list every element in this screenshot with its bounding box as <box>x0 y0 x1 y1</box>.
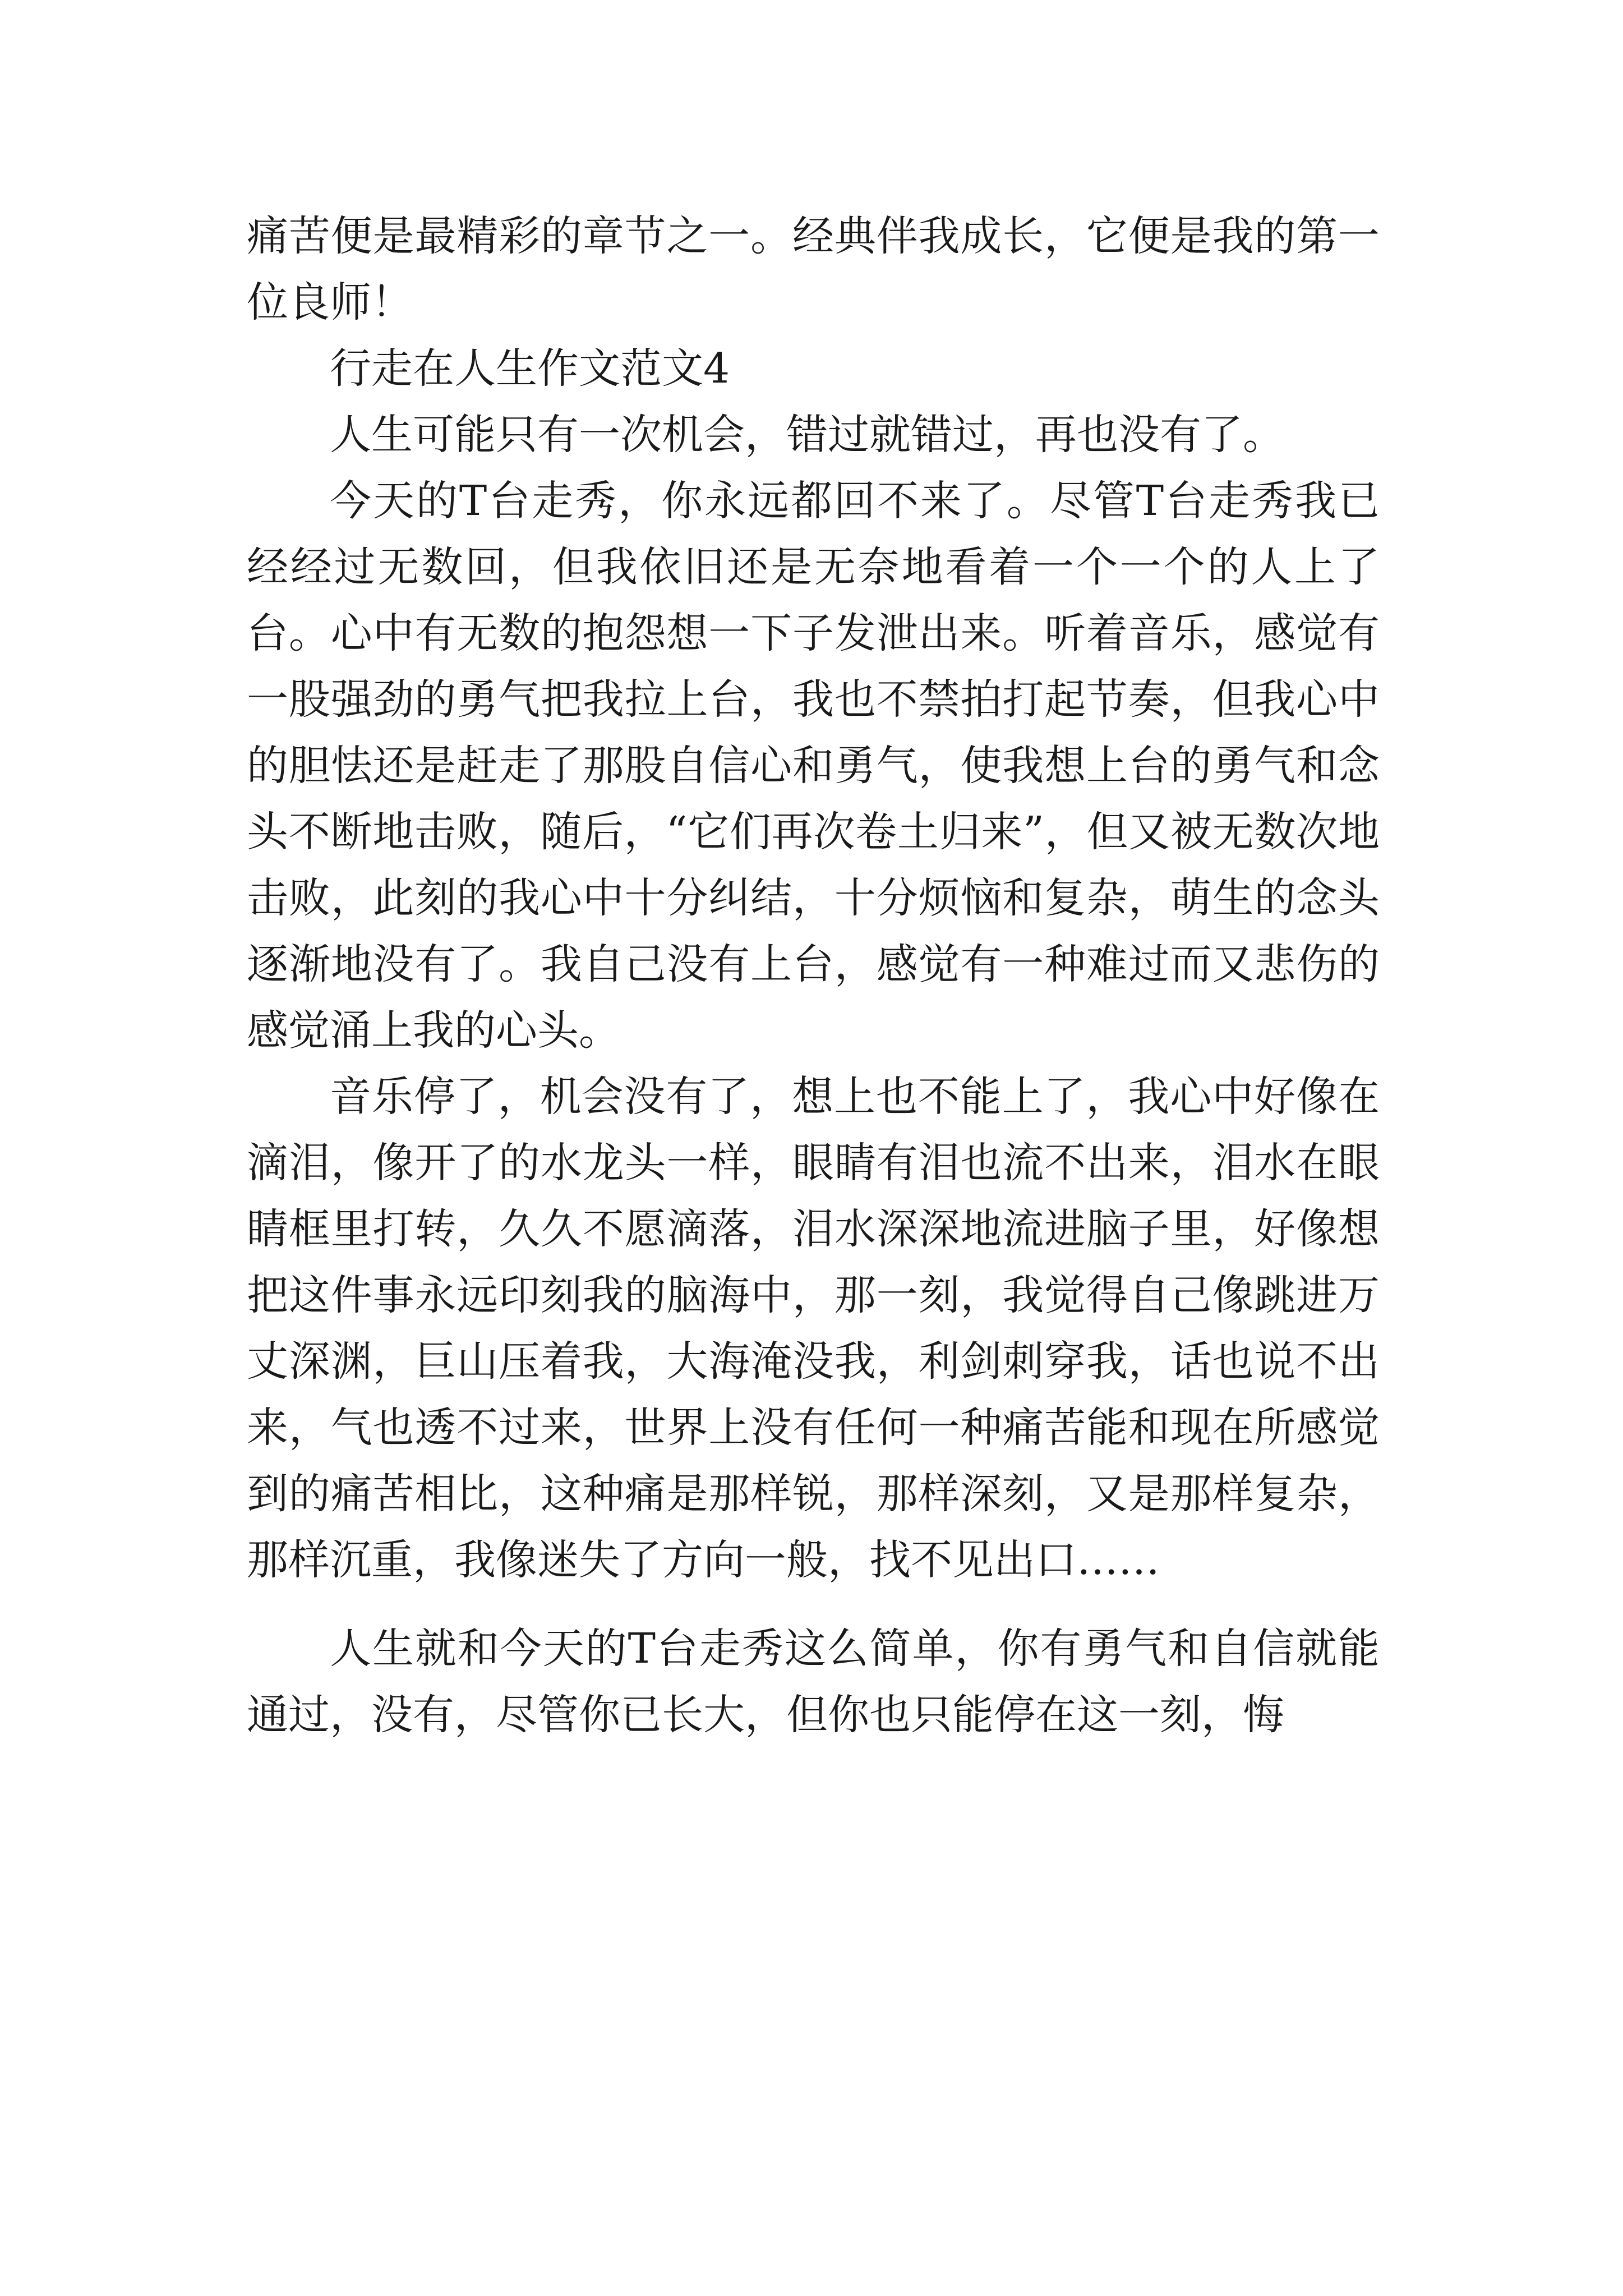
paragraph-runway: 今天的T台走秀，你永远都回不来了。尽管T台走秀我已经经过无数回，但我依旧还是无奈地看着一个一个的人上了台。心中有无数的抱怨想一下子发泄出来。听着音乐，感觉有一股强劲的勇气把我拉上台，我也不禁拍打起节奏，但我心中的胆怯还是赶走了那股自信心和勇气，使我想上台的勇气和念头不断地击败，随后，“它们再次卷土归来”，但又被无数次地击败，此刻的我心中十分纠结，十分烦恼和复杂，萌生的念头逐渐地没有了。我自己没有上台，感觉有一种难过而又悲伤的感觉涌上我的心头。 <box>247 477 1380 1055</box>
paragraph-music: 音乐停了，机会没有了，想上也不能上了，我心中好像在滴泪，像开了的水龙头一样，眼睛有泪也流不出来，泪水在眼睛框里打转，久久不愿滴落，泪水深深地流进脑子里，好像想把这件事永远印刻我的脑海中，那一刻，我觉得自己像跳进万丈深渊，巨山压着我，大海淹没我，利剑刺穿我，话也说不出来，气也透不过来，世界上没有任何一种痛苦能和现在所感觉到的痛苦相比，这种痛是那样锐，那样深刻，又是那样复杂，那样沉重，我像迷失了方向一般，找不见出口…… <box>247 1073 1380 1584</box>
paragraph-opening: 人生可能只有一次机会，错过就错过，再也没有了。 <box>330 411 1284 459</box>
paragraph-closing: 痛苦便是最精彩的章节之一。经典伴我成长，它便是我的第一位良师！ <box>247 212 1380 326</box>
essay-heading: 行走在人生作文范文4 <box>330 344 730 393</box>
document-body <box>247 203 1380 1748</box>
paragraph-life: 人生就和今天的T台走秀这么简单，你有勇气和自信就能通过，没有，尽管你已长大，但你也只能停在这一刻，悔 <box>247 1625 1380 1739</box>
